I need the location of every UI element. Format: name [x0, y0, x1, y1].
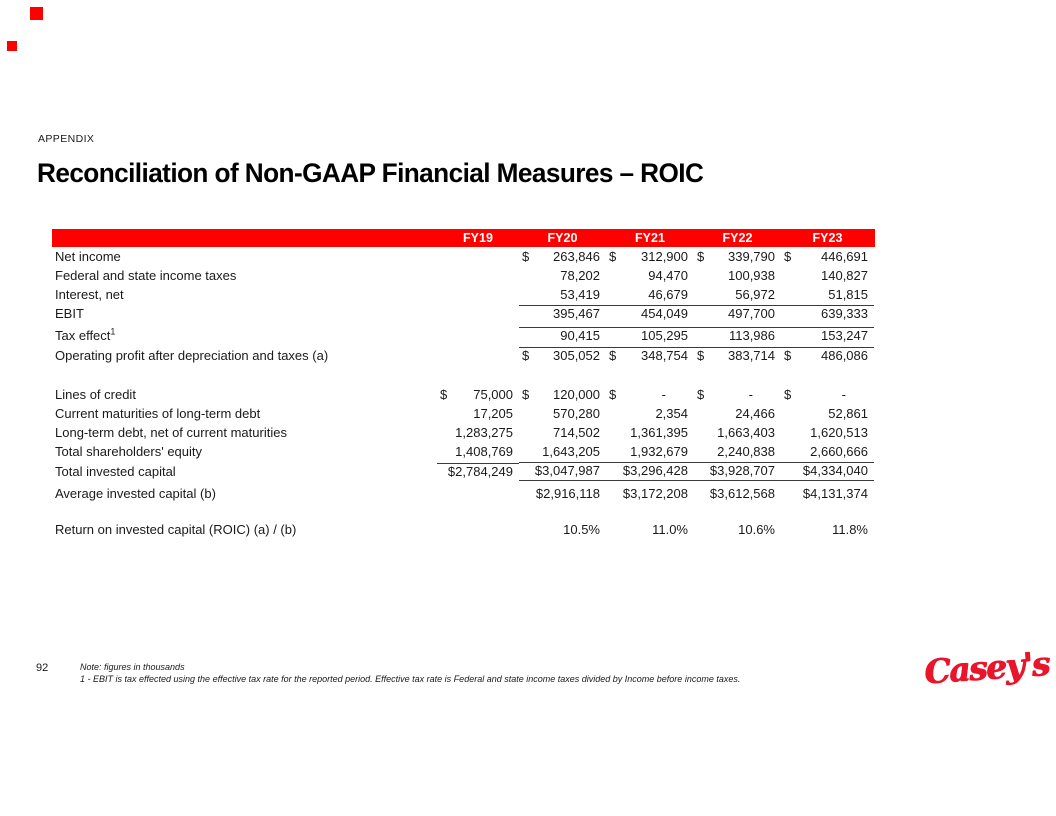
row-label: Total shareholders' equity: [55, 444, 203, 459]
cell-fy20: [519, 347, 606, 365]
cell-value: $3,047,987: [534, 463, 600, 478]
cell-value: 339,790: [728, 249, 775, 264]
cell-fy22: [694, 522, 781, 539]
currency-symbol: $: [522, 387, 530, 402]
cell-fy20: [519, 387, 606, 404]
cell-value: $4,131,374: [802, 486, 868, 501]
row-label: Lines of credit: [55, 387, 136, 402]
cell-fy21: [606, 444, 694, 461]
roic-reconciliation-table: [52, 229, 875, 539]
cell-fy21: [606, 425, 694, 442]
cell-value: 24,466: [735, 406, 775, 421]
cell-fy21: [606, 406, 694, 423]
currency-symbol: $: [609, 249, 617, 264]
cell-fy19: [437, 387, 519, 404]
cell-fy22: [694, 249, 781, 266]
cell-fy21: [606, 327, 694, 345]
cell-fy21: [606, 268, 694, 285]
cell-value: -: [841, 387, 846, 402]
cell-value: 454,049: [641, 306, 688, 321]
cell-value: 140,827: [821, 268, 868, 283]
cell-value: 11.8%: [832, 522, 868, 537]
cell-value: -: [748, 387, 753, 402]
cell-value: 10.5%: [563, 522, 600, 537]
table-body: [52, 247, 875, 539]
cell-value: 446,691: [821, 249, 868, 264]
cell-value: 497,700: [728, 306, 775, 321]
table-row: [52, 247, 875, 266]
cell-value: $4,334,040: [802, 463, 868, 478]
cell-value: $3,296,428: [622, 463, 688, 478]
cell-fy19: [437, 321, 519, 323]
cell-fy23: [781, 406, 874, 423]
cell-fy21: [606, 387, 694, 404]
cell-fy20: [519, 406, 606, 423]
cell-fy19: [437, 537, 519, 539]
cell-value: 113,986: [728, 328, 775, 343]
row-label: Total invested capital: [55, 464, 176, 479]
cell-value: 17,205: [473, 406, 513, 421]
cell-fy20: [519, 444, 606, 461]
cell-fy23: [781, 347, 874, 365]
cell-fy19: [437, 363, 519, 365]
cell-fy22: [694, 425, 781, 442]
cell-value: $3,612,568: [709, 486, 775, 501]
red-square-decoration: [30, 7, 43, 20]
table-header-row: [52, 229, 875, 247]
column-header-fy22: FY22: [722, 231, 753, 245]
appendix-label: APPENDIX: [38, 133, 95, 145]
cell-value: $2,916,118: [535, 486, 600, 501]
cell-value: $2,784,249: [447, 464, 513, 479]
cell-fy20: [519, 425, 606, 442]
table-row: [52, 304, 875, 323]
table-row: [52, 423, 875, 442]
table-row: [52, 481, 875, 503]
cell-fy21: [606, 522, 694, 539]
currency-symbol: $: [522, 249, 530, 264]
cell-value: 53,419: [560, 287, 600, 302]
cell-fy21: [606, 287, 694, 304]
cell-fy22: [694, 287, 781, 304]
cell-value: 383,714: [728, 348, 775, 363]
currency-symbol: $: [440, 387, 448, 402]
row-label: Tax effect$^1$: [55, 326, 116, 343]
cell-fy23: [781, 444, 874, 461]
cell-fy23: [781, 305, 874, 323]
cell-fy23: [781, 287, 874, 304]
cell-fy19: [437, 283, 519, 285]
cell-fy23: [781, 387, 874, 404]
row-label: Net income: [55, 249, 121, 264]
cell-value: 75,000: [473, 387, 513, 402]
table-row: [52, 285, 875, 304]
cell-fy22: [694, 462, 781, 481]
currency-symbol: $: [784, 387, 792, 402]
currency-symbol: $: [697, 348, 705, 363]
cell-value: 1,932,679: [630, 444, 688, 459]
cell-fy19: [437, 501, 519, 503]
cell-fy19: [437, 343, 519, 345]
cell-value: 570,280: [553, 406, 600, 421]
cell-value: 639,333: [821, 306, 868, 321]
row-label: Return on invested capital (ROIC) (a) / (b): [55, 522, 297, 537]
cell-fy23: [781, 486, 874, 503]
currency-symbol: $: [522, 348, 530, 363]
cell-fy23: [781, 522, 874, 539]
cell-fy19: [437, 264, 519, 266]
cell-fy23: [781, 268, 874, 285]
cell-fy22: [694, 327, 781, 345]
header-spacer: [52, 229, 437, 247]
cell-fy19: [437, 444, 519, 461]
cell-fy22: [694, 406, 781, 423]
cell-fy22: [694, 444, 781, 461]
red-square-decoration: [7, 41, 17, 51]
cell-fy21: [606, 462, 694, 481]
currency-symbol: $: [609, 348, 617, 363]
row-label: Current maturities of long-term debt: [55, 406, 261, 421]
cell-fy20: [519, 462, 606, 481]
page-title: Reconciliation of Non-GAAP Financial Measures – ROIC: [37, 158, 704, 188]
table-row: [52, 345, 875, 365]
cell-value: 1,663,403: [717, 425, 775, 440]
currency-symbol: $: [784, 348, 792, 363]
cell-fy20: [519, 522, 606, 539]
cell-value: 486,086: [821, 348, 868, 363]
cell-value: 94,470: [648, 268, 688, 283]
table-row: [52, 404, 875, 423]
cell-value: 1,283,275: [455, 425, 513, 440]
cell-fy19: [437, 463, 519, 481]
cell-value: 1,643,205: [542, 444, 600, 459]
cell-value: 1,408,769: [455, 444, 513, 459]
currency-symbol: $: [784, 249, 792, 264]
cell-fy21: [606, 347, 694, 365]
cell-fy21: [606, 305, 694, 323]
cell-value: 11.0%: [652, 522, 688, 537]
cell-fy20: [519, 486, 606, 503]
table-row: [52, 519, 875, 539]
table-row: [52, 461, 875, 481]
cell-fy20: [519, 249, 606, 266]
cell-value: 1,620,513: [810, 425, 868, 440]
cell-value: 305,052: [553, 348, 600, 363]
row-label: Operating profit after depreciation and taxes (a): [55, 348, 329, 363]
footnote-marker: 1: [110, 326, 116, 337]
cell-value: 263,846: [553, 249, 600, 264]
column-header-fy23: FY23: [812, 231, 843, 245]
cell-value: 395,467: [553, 306, 600, 321]
currency-symbol: $: [697, 387, 705, 402]
cell-fy21: [606, 249, 694, 266]
cell-fy23: [781, 425, 874, 442]
table-row: [52, 266, 875, 285]
cell-fy21: [606, 486, 694, 503]
cell-value: 51,815: [828, 287, 868, 302]
cell-fy22: [694, 347, 781, 365]
cell-value: 78,202: [560, 268, 600, 283]
cell-value: 120,000: [553, 387, 600, 402]
table-row: [52, 323, 875, 345]
cell-value: 153,247: [821, 328, 868, 343]
cell-value: $3,172,208: [622, 486, 688, 501]
column-header-fy21: FY21: [635, 231, 665, 245]
cell-value: 348,754: [641, 348, 688, 363]
footnotes: [80, 661, 740, 685]
cell-fy20: [519, 268, 606, 285]
currency-symbol: $: [609, 387, 617, 402]
caseys-logo: Casey's: [922, 643, 1050, 692]
cell-fy23: [781, 462, 874, 481]
row-label: EBIT: [55, 306, 84, 321]
footnote-figures-in-thousands: Note: figures in thousands: [80, 662, 185, 672]
cell-fy22: [694, 387, 781, 404]
footnote-ebit-tax-effect: 1 - EBIT is tax effected using the effective tax rate for the reported period. Effective tax rate is Federal and state income taxes divided by Income before income taxes.: [80, 674, 741, 684]
row-label: Average invested capital (b): [55, 486, 216, 501]
cell-fy22: [694, 268, 781, 285]
currency-symbol: $: [697, 249, 705, 264]
table-row: [52, 385, 875, 404]
cell-fy19: [437, 406, 519, 423]
cell-value: $3,928,707: [709, 463, 775, 478]
cell-fy19: [437, 302, 519, 304]
cell-value: 312,900: [641, 249, 688, 264]
cell-value: 90,415: [560, 328, 600, 343]
cell-value: 2,660,666: [810, 444, 868, 459]
cell-value: 2,354: [655, 406, 688, 421]
cell-fy23: [781, 327, 874, 345]
cell-value: 2,240,838: [717, 444, 775, 459]
cell-fy20: [519, 287, 606, 304]
column-header-fy19: FY19: [463, 231, 493, 245]
table-row: [52, 442, 875, 461]
cell-value: 56,972: [735, 287, 775, 302]
cell-value: 46,679: [648, 287, 688, 302]
cell-value: 100,938: [728, 268, 775, 283]
cell-fy20: [519, 327, 606, 345]
column-header-fy20: FY20: [547, 231, 578, 245]
row-label: Federal and state income taxes: [55, 268, 237, 283]
cell-fy22: [694, 305, 781, 323]
row-label: Long-term debt, net of current maturities: [55, 425, 287, 440]
cell-value: 10.6%: [738, 522, 775, 537]
cell-value: 52,861: [828, 406, 868, 421]
cell-fy23: [781, 249, 874, 266]
cell-value: 105,295: [641, 328, 688, 343]
cell-fy22: [694, 486, 781, 503]
cell-fy20: [519, 305, 606, 323]
cell-fy19: [437, 425, 519, 442]
cell-value: 714,502: [553, 425, 600, 440]
row-label: Interest, net: [55, 287, 124, 302]
page-number: 92: [36, 662, 49, 674]
cell-value: 1,361,395: [630, 425, 688, 440]
cell-value: -: [661, 387, 666, 402]
